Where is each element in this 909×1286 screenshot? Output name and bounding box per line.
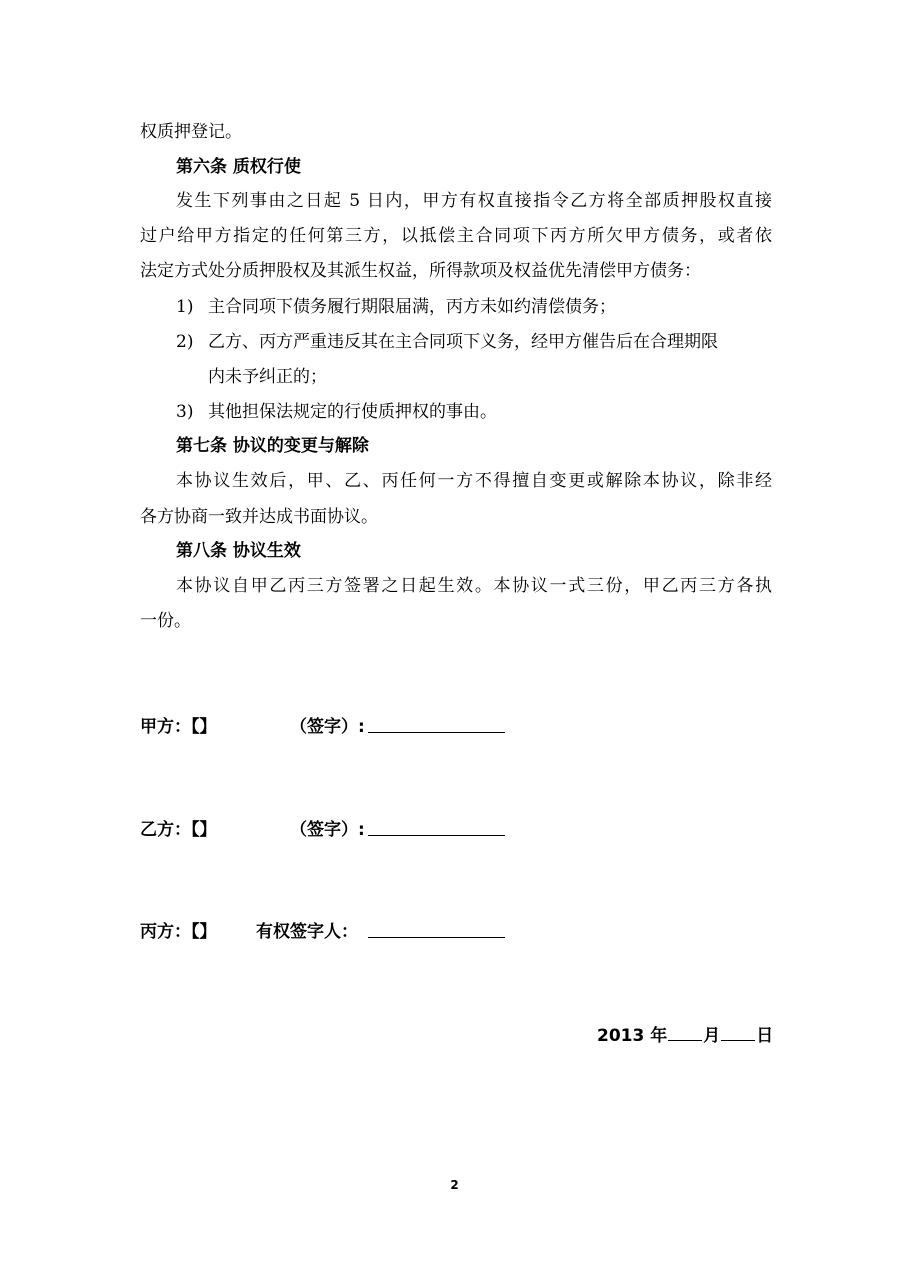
paragraph-line: 各方协商一致并达成书面协议。 [140, 507, 378, 527]
list-number: 1) [176, 297, 194, 317]
paragraph-line: 发生下列事由之日起 5 日内，甲方有权直接指令乙方将全部质押股权直接 [176, 191, 772, 211]
date-year: 2013 年 [597, 1026, 668, 1046]
signature-label: 有权签字人： [256, 922, 358, 942]
list-item [176, 330, 772, 354]
date-day: 日 [756, 1026, 774, 1046]
signature-blank[interactable] [368, 835, 505, 836]
page-number: 2 [450, 1178, 459, 1192]
paragraph-line: 权质押登记。 [140, 122, 242, 142]
article-7-heading: 第七条 协议的变更与解除 [176, 436, 369, 456]
paragraph-line: 过户给甲方指定的任何第三方，以抵偿主合同项下丙方所欠甲方债务，或者依 [140, 226, 772, 246]
signature-blank[interactable] [368, 937, 505, 938]
month-blank[interactable] [668, 1024, 702, 1041]
paragraph-line: 法定方式处分质押股权及其派生权益，所得款项及权益优先清偿甲方债务： [140, 261, 701, 281]
paragraph-line: 本协议生效后，甲、乙、丙任何一方不得擅自变更或解除本协议，除非经 [176, 471, 772, 491]
list-item-continuation: 内未予纠正的； [208, 367, 327, 387]
signature-label: （签字）: [290, 820, 365, 840]
party-name: 乙方：【】 [140, 820, 217, 840]
signature-label: （签字）: [290, 717, 365, 737]
date-month: 月 [703, 1026, 721, 1046]
article-6-heading: 第六条 质权行使 [176, 157, 301, 177]
paragraph-line: 本协议自甲乙丙三方签署之日起生效。本协议一式三份，甲乙丙三方各执 [176, 576, 772, 596]
list-text: 主合同项下债务履行期限届满，丙方未如约清偿债务； [208, 297, 616, 317]
article-8-heading: 第八条 协议生效 [176, 541, 301, 561]
list-number: 3) [176, 402, 194, 422]
day-blank[interactable] [721, 1024, 755, 1041]
list-number: 2) [176, 332, 194, 352]
date-line [597, 1021, 773, 1046]
list-text: 乙方、丙方严重违反其在主合同项下义务，经甲方催告后在合理期限 [208, 332, 718, 352]
signature-line-party-c [140, 917, 510, 943]
party-name: 甲方：【】 [140, 717, 217, 737]
list-text: 其他担保法规定的行使质押权的事由。 [208, 402, 497, 422]
signature-line-party-a [140, 712, 510, 738]
signature-line-party-b [140, 815, 510, 841]
party-name: 丙方：【】 [140, 922, 217, 942]
list-item [176, 295, 772, 319]
signature-blank[interactable] [368, 732, 505, 733]
list-item [176, 400, 772, 424]
paragraph-line: 一份。 [140, 611, 191, 631]
